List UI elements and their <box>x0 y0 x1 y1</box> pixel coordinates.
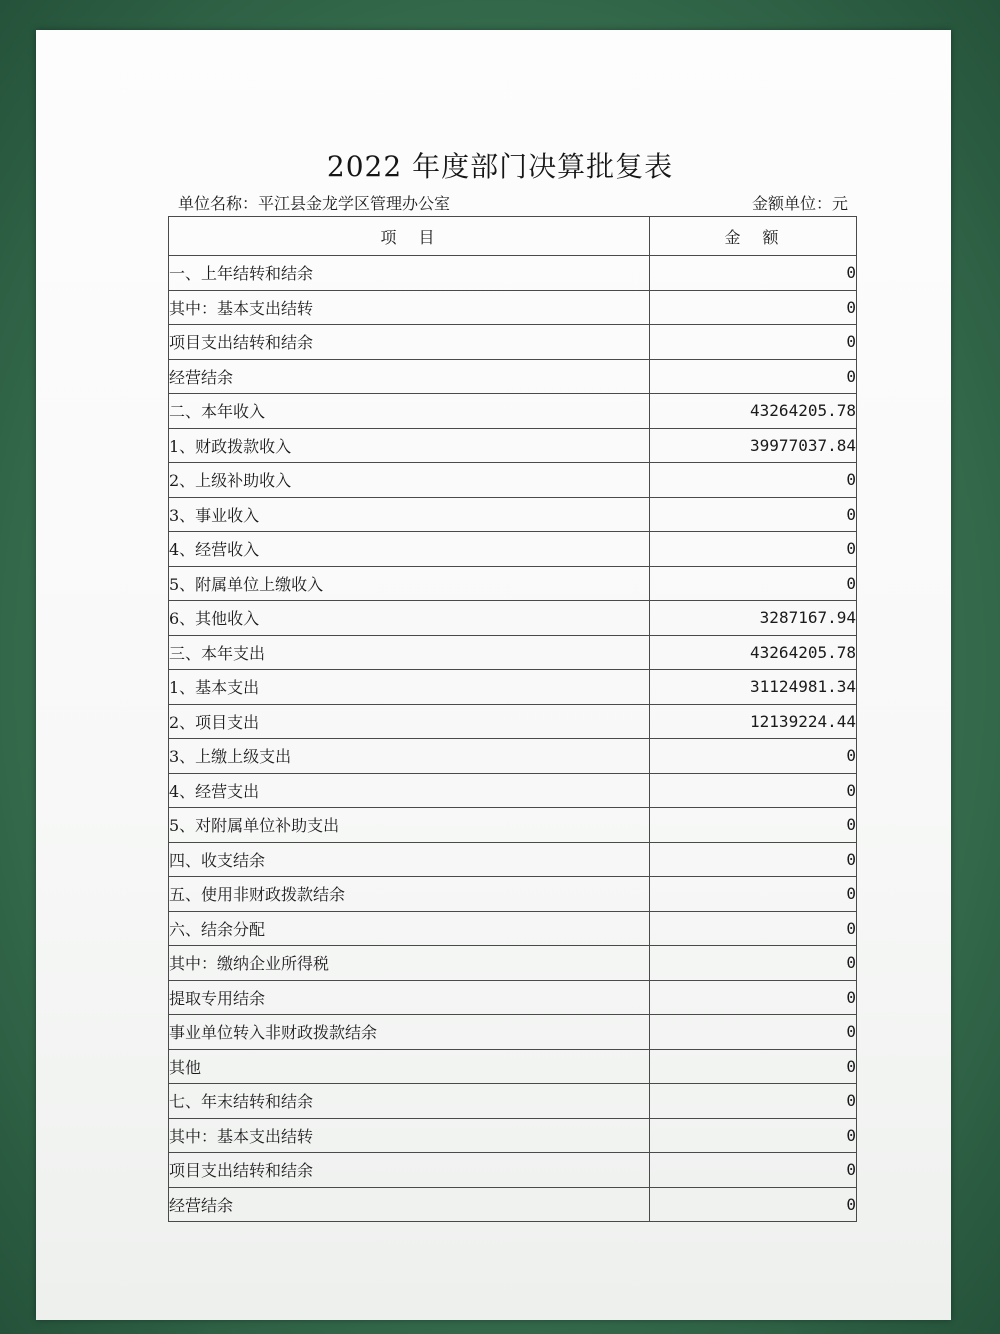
row-label: 1、基本支出 <box>169 670 650 705</box>
table-row <box>169 497 857 532</box>
row-label: 提取专用结余 <box>169 980 650 1015</box>
row-amount: 0 <box>650 911 857 946</box>
row-label: 6、其他收入 <box>169 601 650 636</box>
table-row <box>169 256 857 291</box>
row-label: 经营结余 <box>169 359 650 394</box>
row-amount: 0 <box>650 808 857 843</box>
row-label: 3、事业收入 <box>169 497 650 532</box>
row-label: 3、上缴上级支出 <box>169 739 650 774</box>
row-label: 七、年末结转和结余 <box>169 1084 650 1119</box>
row-label: 5、附属单位上缴收入 <box>169 566 650 601</box>
table-row <box>169 1153 857 1188</box>
row-label: 其中：基本支出结转 <box>169 290 650 325</box>
row-amount: 0 <box>650 1084 857 1119</box>
row-amount: 0 <box>650 980 857 1015</box>
row-amount: 43264205.78 <box>650 394 857 429</box>
row-label: 四、收支结余 <box>169 842 650 877</box>
final-accounts-table <box>168 216 857 1222</box>
table-row <box>169 1118 857 1153</box>
row-label: 三、本年支出 <box>169 635 650 670</box>
row-label: 一、上年结转和结余 <box>169 256 650 291</box>
table-row <box>169 980 857 1015</box>
row-amount: 0 <box>650 463 857 498</box>
row-label: 2、上级补助收入 <box>169 463 650 498</box>
row-amount: 0 <box>650 1049 857 1084</box>
table-row <box>169 601 857 636</box>
table-row <box>169 1049 857 1084</box>
row-amount: 0 <box>650 773 857 808</box>
row-amount: 0 <box>650 739 857 774</box>
unit-name: 单位名称：平江县金龙学区管理办公室 <box>178 194 451 213</box>
row-amount: 0 <box>650 1015 857 1050</box>
row-label: 项目支出结转和结余 <box>169 325 650 360</box>
row-amount: 31124981.34 <box>650 670 857 705</box>
table-row <box>169 946 857 981</box>
row-label: 二、本年收入 <box>169 394 650 429</box>
table-row <box>169 739 857 774</box>
table-row <box>169 877 857 912</box>
row-amount: 0 <box>650 946 857 981</box>
table-body <box>169 256 857 1222</box>
currency-unit: 金额单位：元 <box>751 194 848 213</box>
table-row <box>169 532 857 567</box>
row-amount: 0 <box>650 497 857 532</box>
table-row <box>169 428 857 463</box>
row-label: 经营结余 <box>169 1187 650 1222</box>
table-row <box>169 359 857 394</box>
table-row <box>169 842 857 877</box>
row-amount: 0 <box>650 1118 857 1153</box>
row-amount: 39977037.84 <box>650 428 857 463</box>
table-row <box>169 325 857 360</box>
row-amount: 0 <box>650 877 857 912</box>
row-amount: 0 <box>650 532 857 567</box>
table-row <box>169 808 857 843</box>
row-amount: 0 <box>650 359 857 394</box>
table-row <box>169 1187 857 1222</box>
header-amount: 金 额 <box>650 217 857 256</box>
table-row <box>169 463 857 498</box>
row-label: 1、财政拨款收入 <box>169 428 650 463</box>
table-row <box>169 773 857 808</box>
row-label: 2、项目支出 <box>169 704 650 739</box>
table-row <box>169 394 857 429</box>
row-amount: 0 <box>650 325 857 360</box>
table-row <box>169 911 857 946</box>
row-amount: 0 <box>650 842 857 877</box>
row-amount: 12139224.44 <box>650 704 857 739</box>
row-label: 事业单位转入非财政拨款结余 <box>169 1015 650 1050</box>
document-title: 2022 年度部门决算批复表 <box>326 150 674 183</box>
table-row <box>169 1015 857 1050</box>
table-header-row <box>169 217 857 256</box>
row-amount: 0 <box>650 566 857 601</box>
row-label: 其中：缴纳企业所得税 <box>169 946 650 981</box>
table-row <box>169 566 857 601</box>
row-amount: 43264205.78 <box>650 635 857 670</box>
row-label: 五、使用非财政拨款结余 <box>169 877 650 912</box>
row-label: 5、对附属单位补助支出 <box>169 808 650 843</box>
row-amount: 3287167.94 <box>650 601 857 636</box>
row-label: 4、经营支出 <box>169 773 650 808</box>
table-row <box>169 704 857 739</box>
row-label: 4、经营收入 <box>169 532 650 567</box>
table-row <box>169 635 857 670</box>
table-row <box>169 290 857 325</box>
row-label: 其他 <box>169 1049 650 1084</box>
row-amount: 0 <box>650 1187 857 1222</box>
row-amount: 0 <box>650 290 857 325</box>
row-label: 六、结余分配 <box>169 911 650 946</box>
row-label: 其中：基本支出结转 <box>169 1118 650 1153</box>
row-amount: 0 <box>650 256 857 291</box>
header-item: 项 目 <box>169 217 650 256</box>
row-label: 项目支出结转和结余 <box>169 1153 650 1188</box>
table-row <box>169 670 857 705</box>
table-row <box>169 1084 857 1119</box>
row-amount: 0 <box>650 1153 857 1188</box>
